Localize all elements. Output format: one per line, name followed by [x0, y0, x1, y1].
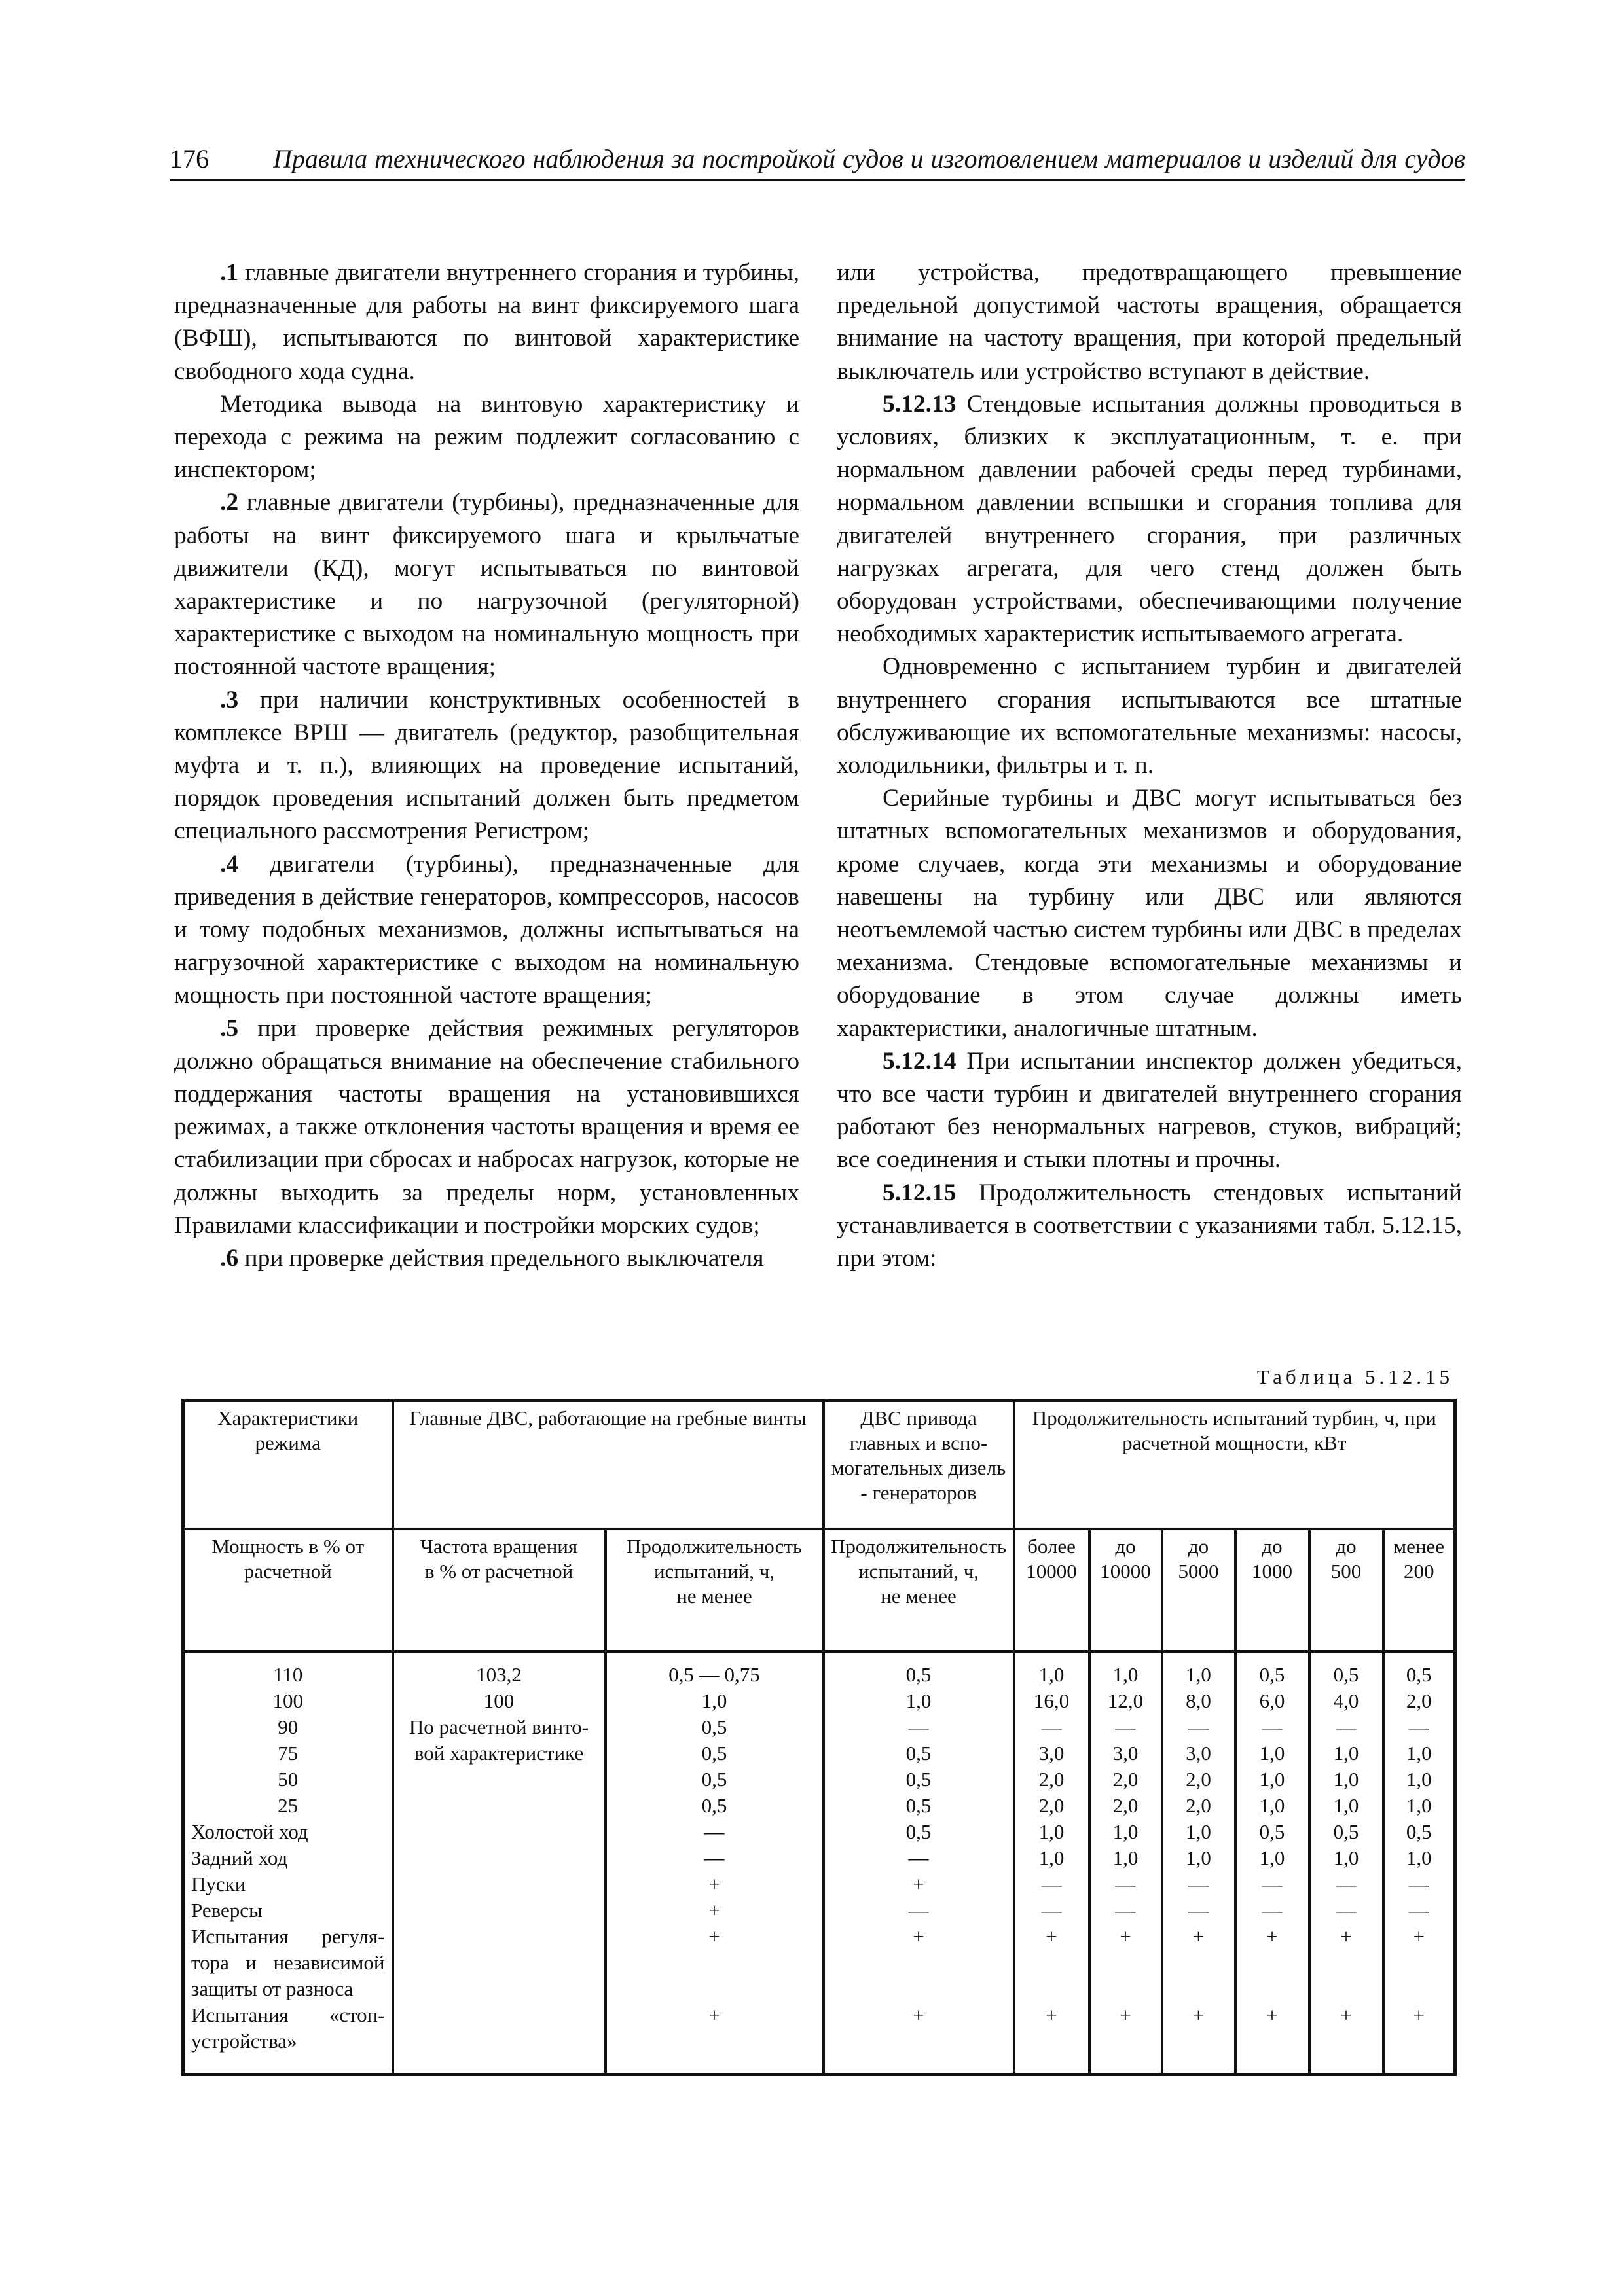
mode-label: 110: [273, 1662, 303, 1686]
table-cell: 0,5: [1406, 1662, 1432, 1686]
table-cell: —: [1336, 1898, 1357, 1922]
table-cell: 0,5: [701, 1715, 727, 1738]
table-cell: вой характеристике: [414, 1741, 584, 1765]
table-cell: —: [1262, 1898, 1283, 1922]
paragraph: [837, 388, 1462, 651]
line: Частота вращения: [420, 1534, 578, 1558]
paragraph: [174, 848, 799, 1013]
table-cell: 12,0: [1107, 1689, 1144, 1712]
clause-number: 5.12.15: [883, 1179, 957, 1206]
table-cell: —: [1041, 1898, 1062, 1922]
table-cell: 1,0: [1259, 1793, 1285, 1817]
mode-label: Пуски: [191, 1872, 246, 1895]
table-cell: 1,0: [1112, 1662, 1139, 1686]
right-text-column: [837, 257, 1462, 1275]
paragraph-text: двигатели (турбины), предназначенные для приведения в действие генераторов, компрессоров, насосов и тому подобных механизмов, должны испытываться на нагрузочной характеристике с выходом на номинальную мощность при постоянной частоте вращения;: [174, 850, 799, 1009]
line: Продолжительность: [830, 1534, 1007, 1558]
mode-label: 50: [278, 1767, 299, 1791]
table-cell: 0,5 — 0,75: [668, 1662, 760, 1686]
table-cell: [825, 1950, 1013, 1976]
table-cell: —: [1188, 1898, 1209, 1922]
table-cell: [1311, 2028, 1382, 2054]
mode-label: Холостой ход: [191, 1820, 308, 1843]
table-cell: [1163, 1950, 1234, 1976]
table-cell: —: [1115, 1872, 1136, 1895]
mode-label: 75: [278, 1741, 299, 1765]
line: не менее: [676, 1584, 752, 1607]
table-cell: [1015, 1976, 1088, 2002]
table-cell: +: [708, 1924, 720, 1948]
line: ДВС привода: [860, 1407, 977, 1429]
line: до: [1188, 1534, 1209, 1558]
table-cell: [394, 1897, 604, 1924]
left-text-column: [174, 257, 799, 1275]
paragraph: [174, 1013, 799, 1242]
table-cell: [1015, 1950, 1088, 1976]
column-header: [1089, 1529, 1162, 1651]
table-cell: 2,0: [1112, 1767, 1139, 1791]
table-header-row-1: [183, 1401, 1455, 1529]
table-cell: +: [913, 1924, 924, 1948]
line: 10000: [1100, 1559, 1151, 1583]
table-cell: 2,0: [1112, 1793, 1139, 1817]
table-cell: [825, 1976, 1013, 2002]
table-cell: 0,5: [905, 1793, 932, 1817]
table-cell: +: [1120, 1924, 1131, 1948]
table-cell: —: [1115, 1715, 1136, 1738]
table-cell: 0,5: [1406, 1820, 1432, 1843]
table-cell: [394, 1767, 604, 1793]
line: - генераторов: [860, 1481, 977, 1504]
table-cell: [394, 2002, 604, 2028]
table-cell: —: [1041, 1872, 1062, 1895]
value-column: [1309, 1651, 1383, 2075]
table-cell: 1,0: [1112, 1820, 1139, 1843]
table-cell: +: [1340, 1924, 1352, 1948]
table-cell: 16,0: [1033, 1689, 1070, 1712]
line: 1000: [1252, 1559, 1293, 1583]
table-cell: 2,0: [1186, 1767, 1211, 1791]
mode-label: 100: [272, 1689, 303, 1712]
table-cell: 103,2: [476, 1662, 522, 1686]
table-cell: [1015, 2028, 1088, 2054]
mode-label: тора и независимой: [191, 1950, 385, 1974]
table-cell: 0,5: [1333, 1820, 1359, 1843]
value-column: [1162, 1651, 1235, 2075]
table-cell: —: [1188, 1872, 1209, 1895]
table-cell: +: [1340, 2003, 1352, 2026]
column-header: [1162, 1529, 1235, 1651]
value-column: [1235, 1651, 1309, 2075]
table-cell: [1237, 1976, 1308, 2002]
line: Характеристики: [217, 1407, 359, 1429]
table-cell: 0,5: [701, 1767, 727, 1791]
line: Продолжительность: [626, 1534, 803, 1558]
table-cell: +: [1266, 1924, 1278, 1948]
table-cell: 0,5: [1333, 1662, 1359, 1686]
line: в % от расчетной: [424, 1559, 574, 1583]
header-mode: [183, 1401, 393, 1529]
running-title: Правила технического наблюдения за постройкой судов и изготовлением материалов и изделий для судов: [273, 144, 1465, 173]
table-cell: [394, 1871, 604, 1897]
line: Мощность в % от: [211, 1534, 365, 1558]
mode-label: Реверсы: [191, 1898, 263, 1922]
mode-label: 25: [278, 1793, 299, 1817]
mode-label: Задний ход: [191, 1846, 288, 1869]
table-cell: —: [908, 1715, 929, 1738]
paragraph-text: при наличии конструктивных особенностей в комплексе ВРШ — двигатель (редуктор, разобщительная муфта и т. п.), влияющих на проведение испытаний, порядок проведения испытаний должен быть предметом специального рассмотрения Регистром;: [174, 686, 799, 845]
line: до: [1336, 1534, 1357, 1558]
paragraph-text: Серийные турбины и ДВС могут испытываться без штатных вспомогательных механизмов и оборудования, кроме случаев, когда эти механизмы и оборудование навешены на турбину или ДВС или являются неотъемлемой частью систем турбины или ДВС в пределах механизма. Стендовые вспомогательные механизмы и оборудование в этом случае должны иметь характеристики, аналогичные штатным.: [837, 785, 1462, 1042]
table-cell: [1091, 2028, 1161, 2054]
table-cell: +: [1192, 1924, 1205, 1948]
table-cell: 1,0: [1112, 1846, 1139, 1869]
paragraph-text: при проверке действия режимных регуляторов должно обращаться внимание на обеспечение стабильного поддержания частоты вращения на установившихся режимах, а также отклонения частоты вращения и время ее стабилизации при сбросах и набросах нагрузок, которые не должны выходить за пределы норм, установленных Правилами классификации и постройки морских судов;: [174, 1014, 799, 1239]
table-cell: [1163, 1976, 1234, 2002]
table-cell: +: [1046, 1924, 1057, 1948]
table-cell: —: [1408, 1715, 1429, 1738]
table-cell: [394, 2028, 604, 2054]
value-column: [1014, 1651, 1089, 2075]
table-cell: +: [1120, 2003, 1131, 2026]
paragraph-text: главные двигатели внутреннего сгорания и турбины, предназначенные для работы на винт фиксируемого шага (ВФШ), испытываются по винтовой характеристике свободного хода судна.: [174, 259, 799, 385]
clause-number: .4: [220, 850, 239, 878]
table-cell: [1311, 1950, 1382, 1976]
line: до: [1262, 1534, 1283, 1558]
table-cell: 6,0: [1259, 1689, 1285, 1712]
paragraph: [174, 486, 799, 683]
table-cell: —: [908, 1846, 929, 1869]
table-cell: 1,0: [1406, 1767, 1432, 1791]
table-cell: 100: [483, 1689, 515, 1712]
table-cell: [607, 2028, 822, 2054]
table-cell: —: [704, 1846, 725, 1869]
table-cell: 3,0: [1186, 1741, 1211, 1765]
table-cell: 0,5: [1259, 1662, 1285, 1686]
table-cell: 0,5: [905, 1767, 932, 1791]
column-header: [1383, 1529, 1455, 1651]
paragraph: [837, 257, 1462, 388]
table-cell: [1385, 1950, 1454, 1976]
table-cell: По расчетной винто-: [409, 1715, 589, 1738]
table-cell: [394, 1976, 604, 2002]
table-cell: 3,0: [1112, 1741, 1139, 1765]
table-cell: +: [708, 2003, 720, 2026]
line: Продолжительность испытаний турбин, ч, при: [1032, 1407, 1436, 1429]
paragraph-text: Продолжительность стендовых испытаний устанавливается в соответствии с указаниями табл. 5.12.15, при этом:: [837, 1179, 1462, 1272]
table-cell: 1,0: [1186, 1820, 1211, 1843]
table-cell: —: [704, 1820, 725, 1843]
table-cell: [1385, 2028, 1454, 2054]
table-cell: 1,0: [1038, 1820, 1065, 1843]
clause-number: 5.12.13: [883, 390, 957, 418]
table-cell: —: [1408, 1872, 1429, 1895]
table-cell: 1,0: [1333, 1793, 1359, 1817]
table-cell: 1,0: [701, 1689, 727, 1712]
line: 10000: [1026, 1559, 1077, 1583]
table-cell: [1091, 1976, 1161, 2002]
table-cell: [394, 1950, 604, 1976]
paragraph-text: или устройства, предотвращающего превышение предельной допустимой частоты вращения, обращается внимание на частоту вращения, при которой предельный выключатель или устройство вступают в действие.: [837, 259, 1462, 385]
table-cell: +: [1413, 2003, 1425, 2026]
value-column: [606, 1651, 824, 2075]
table-cell: 1,0: [1333, 1767, 1359, 1791]
column-header: [1235, 1529, 1309, 1651]
column-header: [1309, 1529, 1383, 1651]
paragraph: [837, 782, 1462, 1045]
table-cell: [1163, 2028, 1234, 2054]
table-cell: 1,0: [1186, 1846, 1211, 1869]
line: главных и вспо-: [849, 1431, 988, 1454]
paragraph: [174, 388, 799, 487]
line: менее: [1393, 1534, 1445, 1558]
value-column: [1383, 1651, 1455, 2075]
table-cell: [394, 1845, 604, 1871]
table-cell: 2,0: [1038, 1767, 1065, 1791]
paragraph-text: Методика вывода на винтовую характеристику и перехода с режима на режим подлежит согласованию с инспектором;: [174, 390, 799, 484]
line: 500: [1330, 1559, 1362, 1583]
table-cell: 1,0: [1259, 1846, 1285, 1869]
line: расчетной мощности, кВт: [1122, 1431, 1347, 1454]
table-cell: 0,5: [905, 1662, 932, 1686]
paragraph: [174, 1242, 799, 1275]
table-cell: 1,0: [905, 1689, 932, 1712]
table-cell: 1,0: [1333, 1741, 1359, 1765]
table-cell: 1,0: [1259, 1741, 1285, 1765]
table-header-row-2: [183, 1529, 1455, 1651]
value-column: [393, 1651, 606, 2075]
table-cell: —: [1408, 1898, 1429, 1922]
table-cell: +: [708, 1898, 720, 1922]
table-cell: —: [1041, 1715, 1062, 1738]
line: не менее: [881, 1584, 957, 1607]
table-cell: —: [1262, 1715, 1283, 1738]
table-cell: [607, 1950, 822, 1976]
table-cell: —: [908, 1898, 929, 1922]
mode-label: Испытания «стоп-: [191, 2003, 385, 2026]
header-main-engines: [393, 1401, 824, 1529]
table-cell: 0,5: [1259, 1820, 1285, 1843]
table-cell: 1,0: [1186, 1662, 1211, 1686]
mode-label: 90: [278, 1715, 299, 1738]
table-cell: [1237, 2028, 1308, 2054]
page-number: 176: [170, 144, 209, 173]
clause-number: .1: [220, 259, 239, 286]
table-cell: —: [1262, 1872, 1283, 1895]
paragraph-text: При испытании инспектор должен убедиться, что все части турбин и двигателей внутреннего сгорания работают без ненормальных нагревов, стуков, вибраций; все соединения и стыки плотны и прочны.: [837, 1047, 1462, 1174]
table-cell: +: [913, 2003, 924, 2026]
clause-number: .5: [220, 1014, 239, 1042]
line: испытаний, ч,: [653, 1559, 775, 1583]
paragraph: [174, 257, 799, 388]
clause-number: .2: [220, 489, 239, 516]
table-cell: —: [1336, 1715, 1357, 1738]
table-cell: +: [1266, 2003, 1278, 2026]
table-cell: [1385, 1976, 1454, 2002]
table-cell: —: [1115, 1898, 1136, 1922]
table-cell: 1,0: [1333, 1846, 1359, 1869]
value-column: [1089, 1651, 1162, 2075]
table-cell: [394, 1819, 604, 1845]
column-header: [183, 1529, 393, 1651]
table-cell: +: [708, 1872, 720, 1895]
table-cell: 8,0: [1186, 1689, 1211, 1712]
table-cell: 4,0: [1333, 1689, 1359, 1712]
header-turbines: [1014, 1401, 1455, 1529]
table-cell: [825, 2028, 1013, 2054]
table-cell: 3,0: [1038, 1741, 1065, 1765]
table-cell: [394, 1793, 604, 1819]
table-cell: 1,0: [1038, 1846, 1065, 1869]
table-body: [183, 1651, 1455, 2075]
table-cell: 2,0: [1186, 1793, 1211, 1817]
line: могательных дизель: [831, 1456, 1006, 1479]
paragraph: [837, 1177, 1462, 1276]
column-header: [393, 1529, 606, 1651]
table-cell: 0,5: [701, 1741, 727, 1765]
header-rule: [170, 179, 1465, 181]
table-cell: 1,0: [1038, 1662, 1065, 1686]
header-generator-engines: [824, 1401, 1014, 1529]
table-cell: [1237, 1950, 1308, 1976]
line: расчетной: [244, 1559, 332, 1583]
paragraph-text: при проверке действия предельного выключателя: [238, 1245, 764, 1272]
line: 5000: [1178, 1559, 1219, 1583]
table-cell: 2,0: [1406, 1689, 1432, 1712]
table-cell: +: [1192, 2003, 1205, 2026]
running-header: [170, 143, 1465, 175]
table-cell: +: [913, 1872, 924, 1895]
table-cell: 1,0: [1406, 1793, 1432, 1817]
table-cell: 1,0: [1406, 1846, 1432, 1869]
line: испытаний, ч,: [858, 1559, 979, 1583]
table-cell: +: [1046, 2003, 1057, 2026]
table-cell: 0,5: [701, 1793, 727, 1817]
table-cell: [607, 1976, 822, 2002]
paragraph: [174, 684, 799, 848]
paragraph: [837, 651, 1462, 782]
clause-number: 5.12.14: [883, 1047, 957, 1075]
paragraph-text: главные двигатели (турбины), предназначенные для работы на винт фиксируемого шага и крыльчатые движители (КД), могут испытываться по винтовой характеристике и по нагрузочной (регуляторной) характеристике с выходом на номинальную мощность при постоянной частоте вращения;: [174, 489, 799, 681]
line: 200: [1404, 1559, 1434, 1583]
line: Главные ДВС, работающие на гребные винты: [409, 1407, 807, 1429]
column-header: [606, 1529, 824, 1651]
value-column: [824, 1651, 1014, 2075]
mode-label-column: [183, 1651, 393, 2075]
table-cell: [1311, 1976, 1382, 2002]
table-cell: —: [1336, 1872, 1357, 1895]
table-cell: +: [1413, 1924, 1425, 1948]
table-cell: 1,0: [1406, 1741, 1432, 1765]
line: режима: [255, 1431, 321, 1454]
paragraph-text: Стендовые испытания должны проводиться в условиях, близких к эксплуатационным, т. е. при нормальном давлении рабочей среды перед турбинами, нормальном давлении вспышки и сгорания топлива для двигателей внутреннего сгорания, при различных нагрузках агрегата, для чего стенд должен быть оборудован устройствами, обеспечивающими получение необходимых характеристик испытываемого агрегата.: [837, 390, 1462, 648]
table-cell: 1,0: [1259, 1767, 1285, 1791]
mode-label: Испытания регуля-: [191, 1924, 385, 1948]
column-header: [824, 1529, 1014, 1651]
line: более: [1027, 1534, 1076, 1558]
table-cell: 2,0: [1038, 1793, 1065, 1817]
mode-label: устройства»: [191, 2029, 297, 2053]
table-cell: [394, 1924, 604, 1950]
clause-number: .3: [220, 686, 239, 713]
table-caption: Таблица 5.12.15: [1256, 1365, 1453, 1388]
table-cell: 0,5: [905, 1820, 932, 1843]
paragraph-text: Одновременно с испытанием турбин и двигателей внутреннего сгорания испытываются все штатные обслуживающие их вспомогательные механизмы: насосы, холодильники, фильтры и т. п.: [837, 653, 1462, 780]
line: до: [1115, 1534, 1136, 1558]
table-cell: [1091, 1950, 1161, 1976]
clause-number: .6: [220, 1245, 239, 1272]
paragraph: [837, 1045, 1462, 1177]
column-header: [1014, 1529, 1089, 1651]
test-duration-table: [181, 1399, 1457, 2076]
table-cell: 0,5: [905, 1741, 932, 1765]
table-cell: —: [1188, 1715, 1209, 1738]
mode-label: защиты от разноса: [191, 1977, 354, 2000]
